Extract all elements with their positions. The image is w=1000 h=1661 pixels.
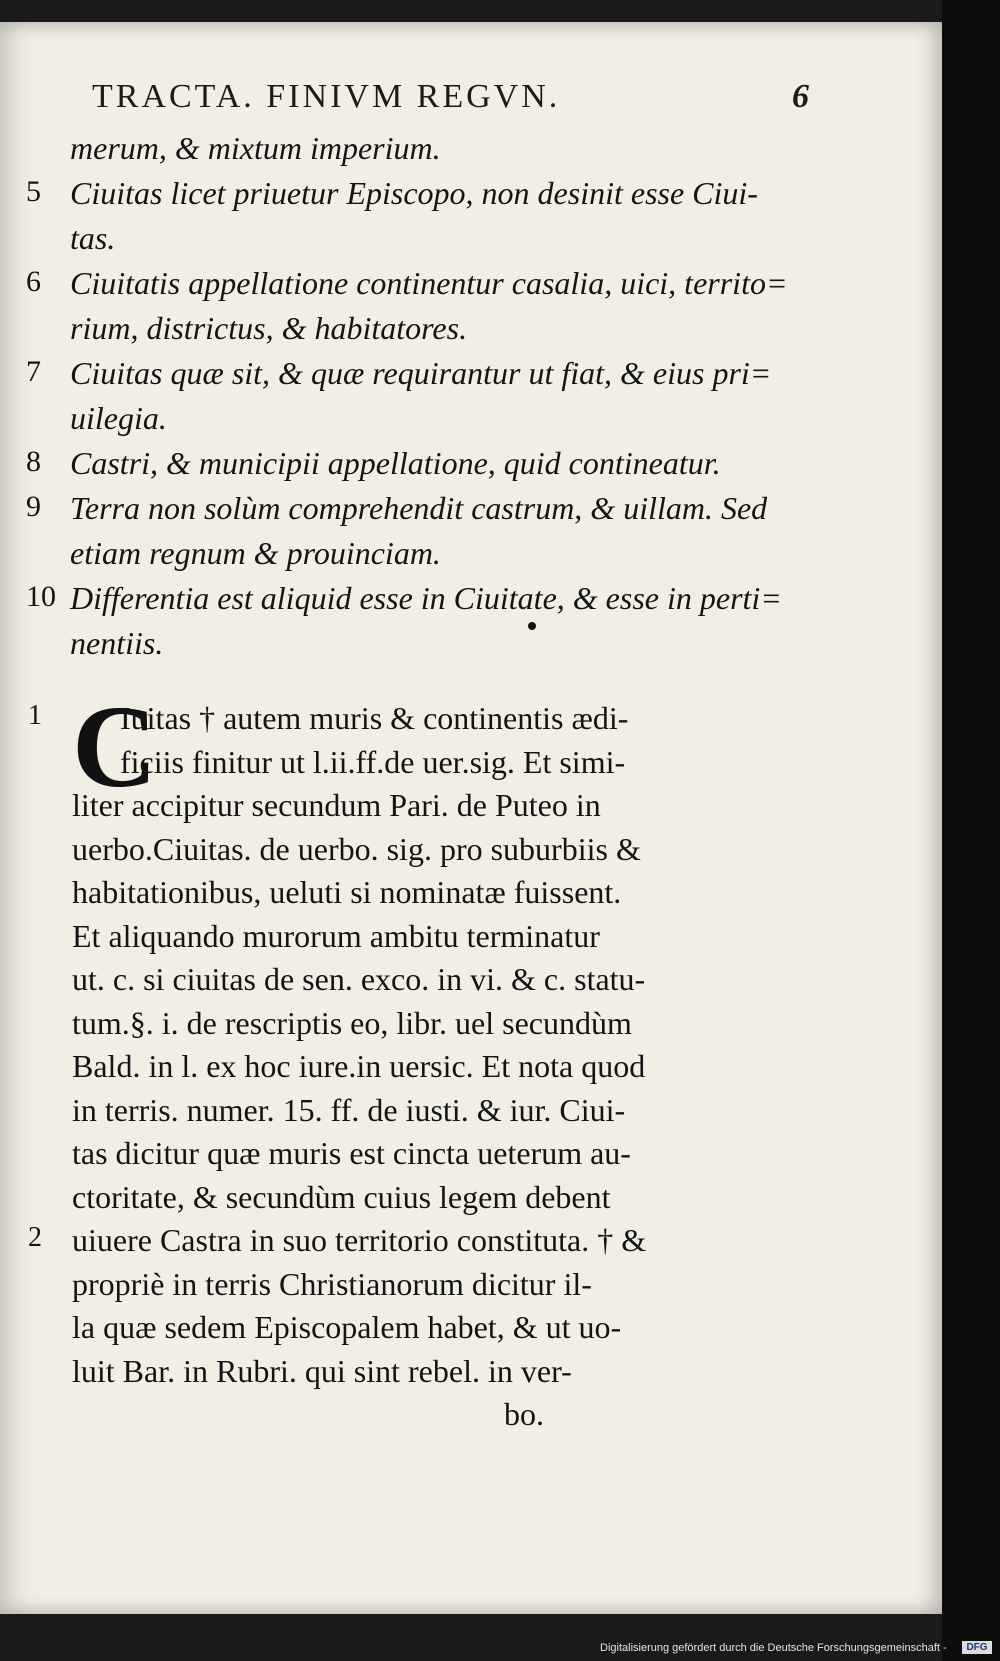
body-line <box>20 1048 810 1092</box>
body-line <box>20 787 810 831</box>
summary-line <box>20 490 800 535</box>
summary-line <box>20 355 800 400</box>
summary-line <box>20 580 800 625</box>
body-line-text: liter accipitur secundum Pari. de Puteo in <box>72 787 601 823</box>
body-line <box>20 744 810 788</box>
body-line-number: 2 <box>28 1222 42 1253</box>
summary-line-number: 9 <box>26 490 41 523</box>
body-line-text: luit Bar. in Rubri. qui sint rebel. in ver- <box>72 1352 572 1389</box>
summary-line <box>20 220 800 265</box>
body-line <box>20 1222 810 1266</box>
summary-line-text: Castri, & municipii appellatione, quid contineatur. <box>70 445 721 481</box>
body-line-text: ficiis finitur ut l.ii.ff.de uer.sig. Et simi- <box>72 743 626 780</box>
scan-border <box>942 0 1000 1661</box>
body-line <box>20 874 810 918</box>
body-line-text: habitationibus, ueluti si nominatæ fuissent. <box>72 874 622 910</box>
summary-line-text: Terra non solùm comprehendit castrum, & uillam. Sed <box>70 490 768 526</box>
summary-line <box>20 625 800 670</box>
body-line-text: propriè in terris Christianorum dicitur il- <box>72 1265 592 1302</box>
body-line <box>20 1005 810 1049</box>
summary-line-text: nentiis. <box>70 625 164 661</box>
summary-line-number: 5 <box>26 175 41 208</box>
body-line <box>20 1309 810 1353</box>
body-text <box>20 700 810 1440</box>
summary-line-text: Differentia est aliquid esse in Ciuitate, & esse in perti= <box>70 580 782 616</box>
summary-line-text: Ciuitas quæ sit, & quæ requirantur ut fiat, & eius pri= <box>70 355 772 391</box>
summary-line <box>20 130 800 175</box>
summary-list <box>20 130 800 670</box>
body-line <box>20 1353 810 1397</box>
drop-cap: C <box>72 681 158 812</box>
summary-line-text: rium, districtus, & habitatores. <box>70 310 468 346</box>
body-line-text: ctoritate, & secundùm cuius legem debent <box>72 1178 611 1215</box>
body-line <box>20 1092 810 1136</box>
summary-line <box>20 310 800 355</box>
body-line-text: Et aliquando murorum ambitu terminatur <box>72 917 600 954</box>
body-line-text: Bald. in l. ex hoc iure.in uersic. Et nota quod <box>72 1048 646 1084</box>
folio-number: 6 <box>792 78 812 115</box>
body-line-text: uerbo.Ciuitas. de uerbo. sig. pro suburbiis & <box>72 830 641 867</box>
body-line <box>20 1266 810 1310</box>
summary-line-number: 7 <box>26 355 41 388</box>
body-line-text: tum.§. i. de rescriptis eo, libr. uel secundùm <box>72 1004 632 1041</box>
body-line-text: bo. <box>72 1396 544 1432</box>
body-line-text: ut. c. si ciuitas de sen. exco. in vi. & c. statu- <box>72 961 646 997</box>
summary-line-text: uilegia. <box>70 400 167 436</box>
summary-line <box>20 445 800 490</box>
ink-dot <box>528 622 536 630</box>
summary-line-text: Ciuitas licet priuetur Episcopo, non desinit esse Ciui- <box>70 175 758 211</box>
body-line-text: Iuitas † autem muris & continentis ædi- <box>72 700 629 736</box>
summary-line <box>20 175 800 220</box>
summary-line-text: etiam regnum & prouinciam. <box>70 535 441 571</box>
body-line-text: in terris. numer. 15. ff. de iusti. & iur. Ciui- <box>72 1091 626 1128</box>
body-line <box>20 1135 810 1179</box>
body-line <box>20 700 810 744</box>
summary-line-number: 6 <box>26 265 41 298</box>
summary-line-text: Ciuitatis appellatione continentur casalia, uici, territo= <box>70 265 788 301</box>
body-line <box>20 961 810 1005</box>
summary-line <box>20 400 800 445</box>
summary-line <box>20 535 800 580</box>
body-line <box>20 831 810 875</box>
summary-line-text: merum, & mixtum imperium. <box>70 130 441 166</box>
body-line-text: uiuere Castra in suo territorio constituta. † & <box>72 1222 647 1258</box>
running-title: TRACTA. FINIVM REGVN. <box>92 78 561 115</box>
summary-line-number: 10 <box>26 580 56 613</box>
dfg-logo: DFG <box>962 1641 992 1654</box>
body-line <box>20 918 810 962</box>
body-line-number: 1 <box>28 700 42 731</box>
body-line-text: la quæ sedem Episcopalem habet, & ut uo- <box>72 1309 622 1345</box>
summary-line-number: 8 <box>26 445 41 478</box>
body-line <box>20 1396 810 1440</box>
summary-line <box>20 265 800 310</box>
digitization-credit: Digitalisierung gefördert durch die Deutsche Forschungsgemeinschaft - <box>600 1642 947 1654</box>
summary-line-text: tas. <box>70 220 116 256</box>
body-line <box>20 1179 810 1223</box>
running-header <box>92 78 812 122</box>
body-line-text: tas dicitur quæ muris est cincta ueterum au- <box>72 1135 631 1171</box>
